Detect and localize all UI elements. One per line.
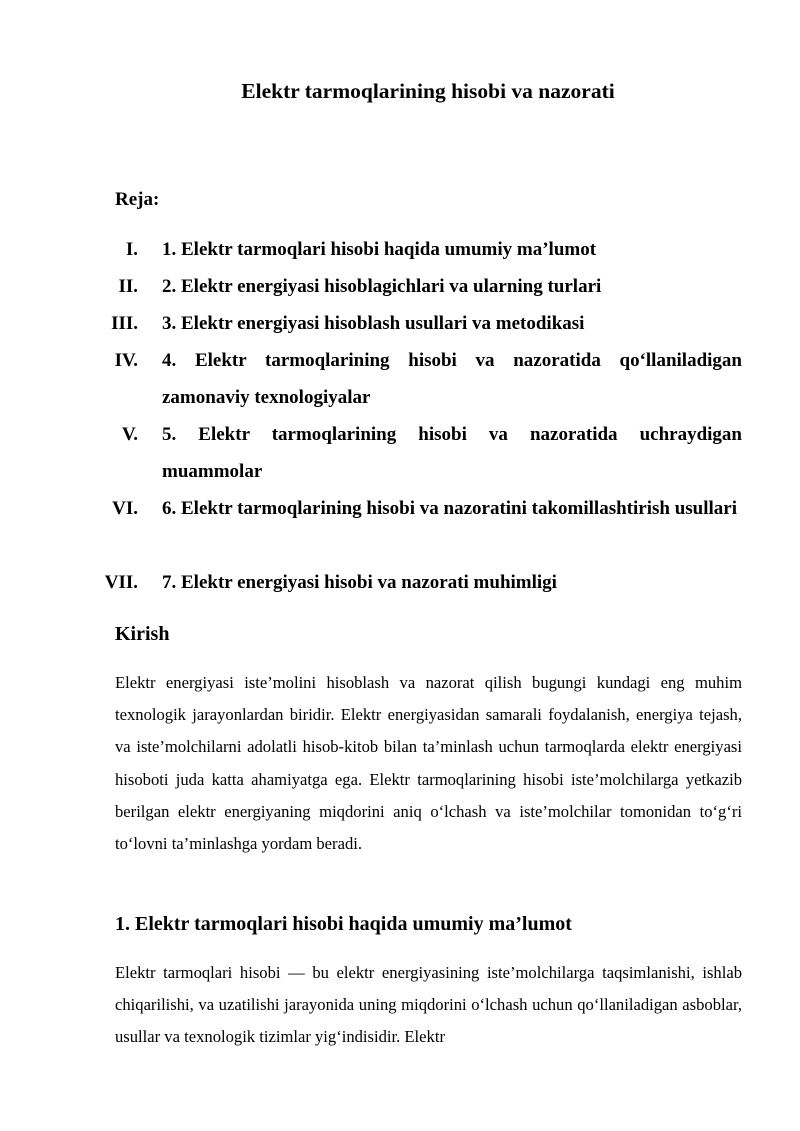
plan-item-number: IV. [114,350,138,371]
plan-heading: Reja: [115,189,160,210]
plan-item-text: 5. Elektr tarmoqlarining hisobi va nazoratida uchraydigan muammolar [162,424,742,482]
document-title: Elektr tarmoqlarining hisobi va nazorati [241,79,615,103]
plan-item-number: VI. [112,498,138,519]
plan-item-text: 4. Elektr tarmoqlarining hisobi va nazoratida qo‘llaniladigan zamonaviy texnologiyalar [162,350,742,408]
intro-heading: Kirish [115,623,170,645]
section-paragraph: Elektr tarmoqlari hisobi — bu elektr energiyasining iste’molchilarga taqsimlanishi, ishlab chiqarilishi, va uzatilishi jarayonida uning miqdorini o‘lchash uchun qo‘llaniladigan asboblar, usullar va texnologik tizimlar yig‘indisidir. Elektr [115,963,742,1047]
plan-item-text: 2. Elektr energiyasi hisoblagichlari va ularning turlari [162,276,602,297]
plan-item-number: III. [111,313,138,334]
plan-item-number: VII. [104,572,138,593]
plan-item-number: I. [125,239,138,260]
intro-paragraph: Elektr energiyasi iste’molini hisoblash va nazorat qilish bugungi kundagi eng muhim texnologik jarayonlardan biridir. Elektr energiyasidan samarali foydalanish, energiya tejash, va iste’molchilarni adolatli hisob-kitob bilan ta’minlash uchun tarmoqlarda elektr energiyasi hisoboti juda katta ahamiyatga ega. Elektr tarmoqlarining hisobi iste’molchilarga yetkazib berilgan elektr energiyaning miqdorini aniq o‘lchash va iste’molchilar tomonidan to‘g‘ri to‘lovni ta’minlashga yordam beradi. [115,673,742,854]
plan-item-text: 6. Elektr tarmoqlarining hisobi va nazoratini takomillashtirish usullari [162,498,737,519]
plan-item-text: 3. Elektr energiyasi hisoblash usullari va metodikasi [162,313,585,334]
plan-item-text: 7. Elektr energiyasi hisobi va nazorati muhimligi [162,572,557,593]
plan-item-number: II. [118,276,138,297]
plan-item-number: V. [121,424,138,445]
section-heading: 1. Elektr tarmoqlari hisobi haqida umumiy ma’lumot [115,913,572,935]
plan-item-text: 1. Elektr tarmoqlari hisobi haqida umumiy ma’lumot [162,239,597,260]
